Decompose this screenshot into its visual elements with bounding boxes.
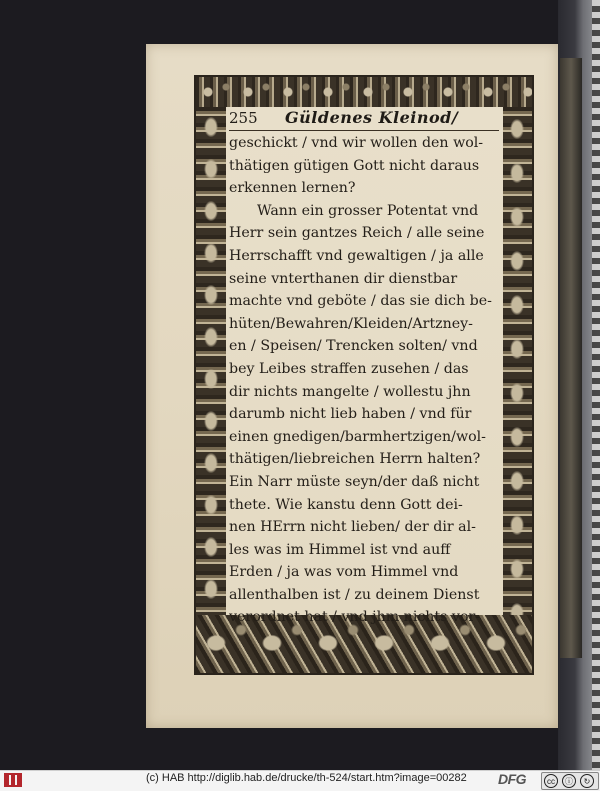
text-line: Ein Narr müste seyn/der daß nicht bbox=[229, 473, 480, 490]
text-line: machte vnd geböte / das sie dich be- bbox=[229, 293, 492, 310]
text-line: Wann ein grosser Potentat vnd bbox=[257, 202, 479, 219]
text-line: Erden / ja was vom Himmel vnd bbox=[229, 564, 459, 581]
text-line: Herr sein gantzes Reich / alle seine bbox=[229, 225, 485, 242]
by-icon: ⓘ bbox=[562, 774, 576, 788]
text-line: verordnet hat / vnd jhm nichts vor- bbox=[229, 609, 481, 626]
text-line: nen HErrn nicht lieben/ der dir al- bbox=[229, 519, 476, 536]
body-text bbox=[229, 132, 503, 629]
ornamental-border-top bbox=[196, 77, 532, 107]
text-line: hüten/Bewahren/Kleiden/Artzney- bbox=[229, 315, 473, 332]
license-badge[interactable] bbox=[541, 772, 599, 790]
text-line: allenthalben ist / zu deinem Dienst bbox=[229, 586, 480, 603]
page-edge-shadow bbox=[560, 58, 582, 658]
hab-logo-icon bbox=[4, 773, 22, 787]
text-line: seine vnterthanen dir dienstbar bbox=[229, 270, 458, 287]
text-line: erkennen lernen? bbox=[229, 180, 356, 197]
text-line: bey Leibes straffen zusehen / das bbox=[229, 360, 469, 377]
text-line: dir nichts mangelte / wollestu jhn bbox=[229, 383, 471, 400]
scan-ruler bbox=[592, 0, 600, 770]
dfg-logo: DFG bbox=[498, 771, 527, 787]
text-line: thätigen/liebreichen Herrn halten? bbox=[229, 451, 481, 468]
text-line: geschickt / vnd wir wollen den wol- bbox=[229, 135, 484, 151]
page-header bbox=[229, 108, 499, 131]
text-line: thete. Wie kanstu denn Gott dei- bbox=[229, 496, 463, 513]
text-line: darumb nicht lieb haben / vnd für bbox=[229, 406, 472, 423]
ornamental-border-right bbox=[503, 107, 532, 615]
ornamental-border-left bbox=[196, 107, 226, 615]
text-line: einen gnedigen/barmhertzigen/wol- bbox=[229, 428, 486, 445]
text-line: thätigen gütigen Gott nicht daraus bbox=[229, 157, 480, 174]
text-line: les was im Himmel ist vnd auff bbox=[229, 541, 451, 558]
sa-icon: ↻ bbox=[580, 774, 594, 788]
text-line: en / Speisen/ Trencken solten/ vnd bbox=[229, 338, 478, 355]
copyright-credit[interactable]: (c) HAB http://diglib.hab.de/drucke/th-524/start.htm?image=00282 bbox=[146, 772, 467, 784]
running-title: Güldenes Kleinod/ bbox=[285, 108, 459, 127]
page-number: 255 bbox=[229, 109, 258, 127]
text-line: Herrschafft vnd gewaltigen / ja alle bbox=[229, 247, 484, 264]
cc-icon: cc bbox=[544, 774, 558, 788]
